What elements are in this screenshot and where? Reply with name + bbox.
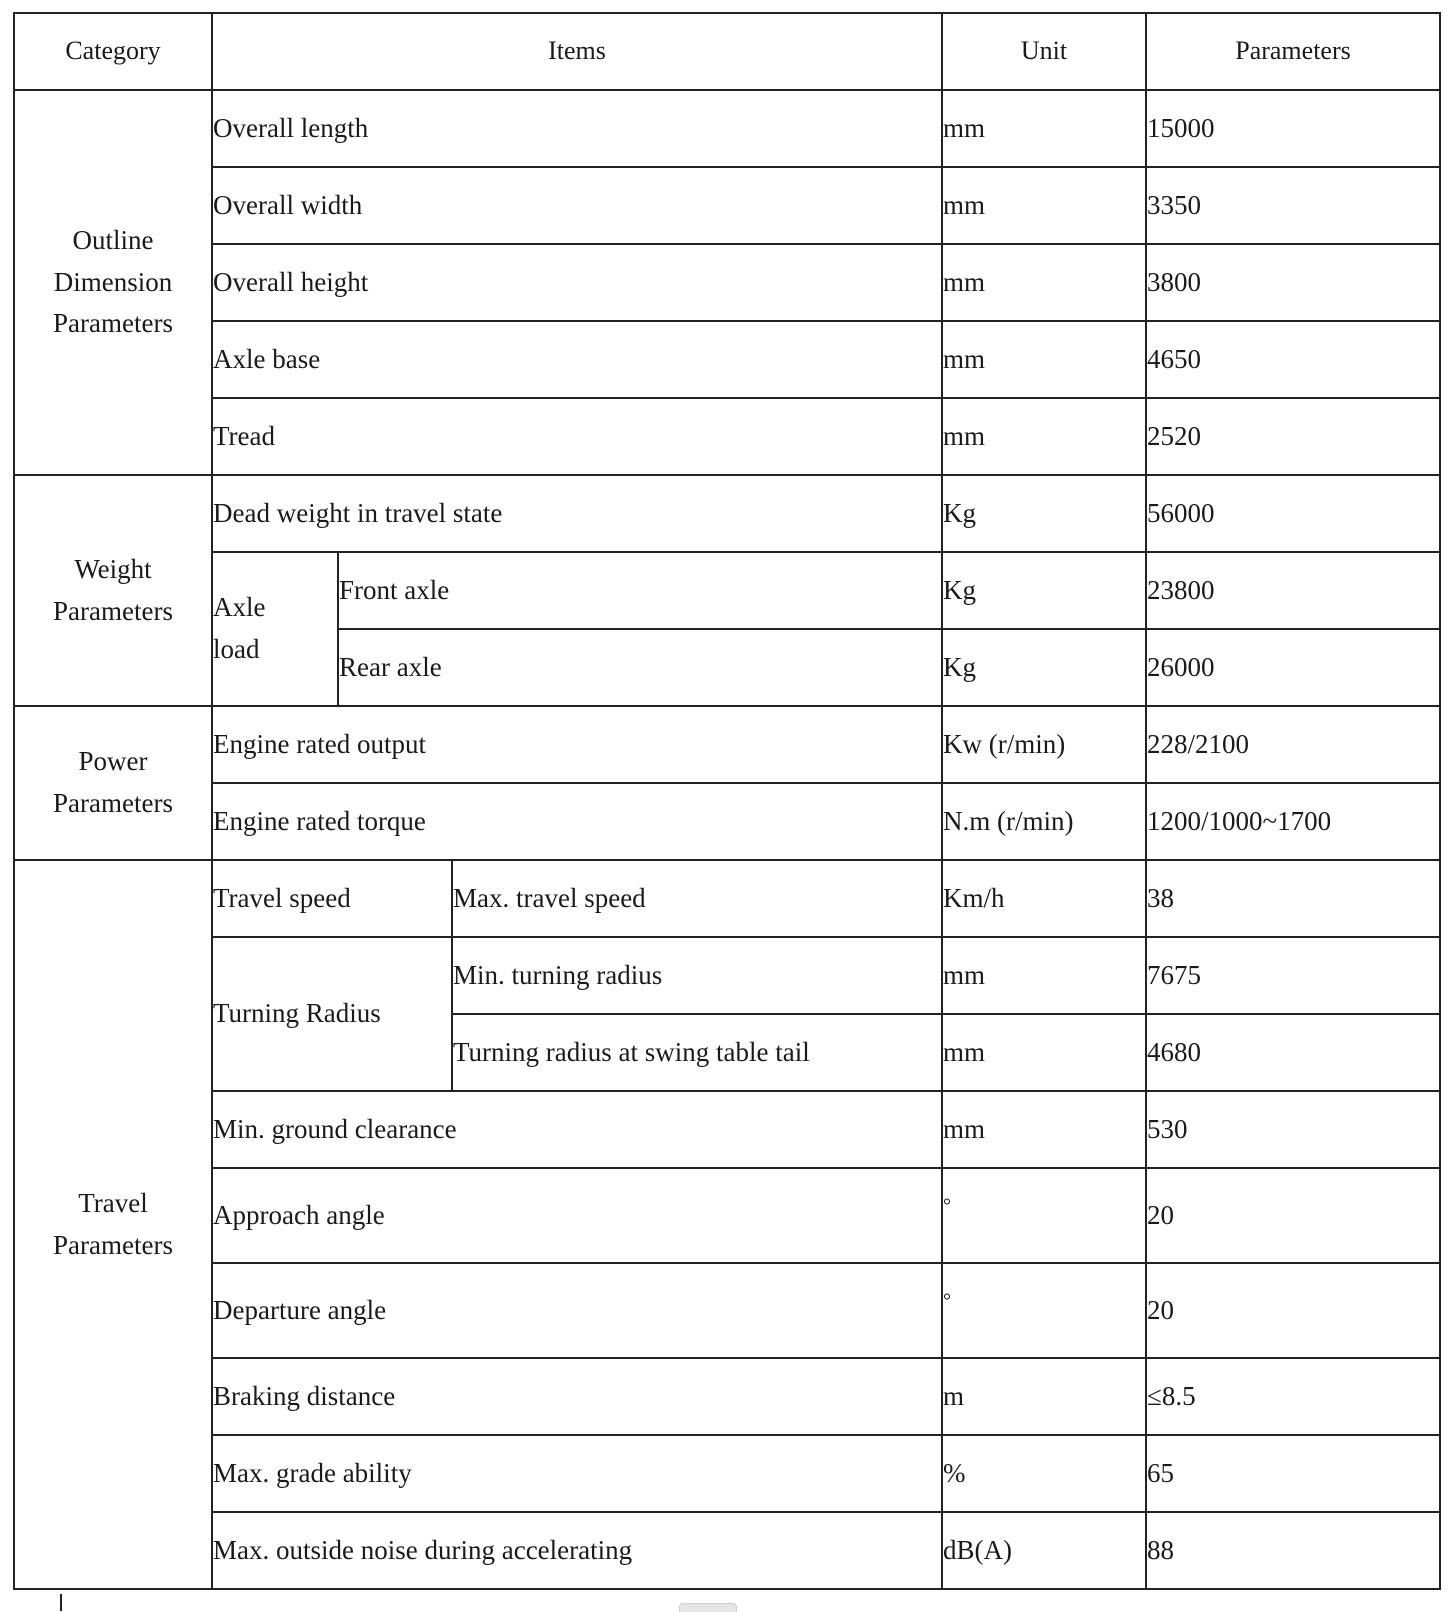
- item-label: Departure angle: [212, 1263, 942, 1358]
- table-row: [14, 167, 1440, 244]
- unit-value: Kg: [942, 475, 1146, 552]
- unit-value: mm: [942, 321, 1146, 398]
- header-items: Items: [212, 13, 942, 90]
- parameter-value: 65: [1146, 1435, 1440, 1512]
- item-label: Dead weight in travel state: [212, 475, 942, 552]
- item-label: Overall height: [212, 244, 942, 321]
- table-row: [14, 398, 1440, 475]
- parameter-value: 228/2100: [1146, 706, 1440, 783]
- parameter-value: 23800: [1146, 552, 1440, 629]
- table-row: [14, 1263, 1440, 1358]
- header-unit: Unit: [942, 13, 1146, 90]
- parameter-value: 3350: [1146, 167, 1440, 244]
- item-label: Front axle: [338, 552, 942, 629]
- parameter-value: 4650: [1146, 321, 1440, 398]
- parameter-value: 88: [1146, 1512, 1440, 1589]
- table-row: [14, 1091, 1440, 1168]
- unit-value: m: [942, 1358, 1146, 1435]
- table-row: [14, 937, 1440, 1014]
- table-row: [14, 1168, 1440, 1263]
- unit-value: °: [942, 1168, 1146, 1263]
- table-row: [14, 475, 1440, 552]
- header-parameters: Parameters: [1146, 13, 1440, 90]
- parameter-value: 7675: [1146, 937, 1440, 1014]
- unit-value: mm: [942, 398, 1146, 475]
- table-row: [14, 706, 1440, 783]
- group-travel-speed: Travel speed: [212, 860, 452, 937]
- unit-value: Kg: [942, 552, 1146, 629]
- unit-value: mm: [942, 90, 1146, 167]
- table-row: [14, 860, 1440, 937]
- item-label: Approach angle: [212, 1168, 942, 1263]
- table-row: [14, 244, 1440, 321]
- unit-value: mm: [942, 167, 1146, 244]
- item-label: Max. travel speed: [452, 860, 942, 937]
- item-label: Axle base: [212, 321, 942, 398]
- category-power: Power Parameters: [14, 706, 212, 860]
- text-cursor-mark: [60, 1594, 62, 1611]
- parameter-value: 20: [1146, 1168, 1440, 1263]
- table-header-row: [14, 13, 1440, 90]
- item-label: Braking distance: [212, 1358, 942, 1435]
- parameter-value: 26000: [1146, 629, 1440, 706]
- unit-value: Kg: [942, 629, 1146, 706]
- item-label: Rear axle: [338, 629, 942, 706]
- parameter-value: 3800: [1146, 244, 1440, 321]
- unit-value: °: [942, 1263, 1146, 1358]
- item-label: Min. turning radius: [452, 937, 942, 1014]
- item-label: Engine rated output: [212, 706, 942, 783]
- table-row: [14, 783, 1440, 860]
- table-row: [14, 90, 1440, 167]
- table-row: [14, 552, 1440, 629]
- unit-value: mm: [942, 1014, 1146, 1091]
- parameter-value: 38: [1146, 860, 1440, 937]
- parameter-value: 2520: [1146, 398, 1440, 475]
- group-axle-load: Axle load: [212, 552, 338, 706]
- item-label: Min. ground clearance: [212, 1091, 942, 1168]
- specification-table: [13, 12, 1441, 1590]
- unit-value: mm: [942, 244, 1146, 321]
- item-label: Turning radius at swing table tail: [452, 1014, 942, 1091]
- table-row: [14, 1358, 1440, 1435]
- item-label: Overall length: [212, 90, 942, 167]
- table-row: [14, 1435, 1440, 1512]
- parameter-value: ≤8.5: [1146, 1358, 1440, 1435]
- header-category: Category: [14, 13, 212, 90]
- item-label: Max. outside noise during accelerating: [212, 1512, 942, 1589]
- table-row: [14, 1512, 1440, 1589]
- unit-value: %: [942, 1435, 1146, 1512]
- unit-value: mm: [942, 1091, 1146, 1168]
- item-label: Engine rated torque: [212, 783, 942, 860]
- item-label: Overall width: [212, 167, 942, 244]
- parameter-value: 4680: [1146, 1014, 1440, 1091]
- item-label: Tread: [212, 398, 942, 475]
- parameter-value: 1200/1000~1700: [1146, 783, 1440, 860]
- unit-value: Kw (r/min): [942, 706, 1146, 783]
- parameter-value: 20: [1146, 1263, 1440, 1358]
- group-turning-radius: Turning Radius: [212, 937, 452, 1091]
- table-row: [14, 321, 1440, 398]
- category-weight: Weight Parameters: [14, 475, 212, 706]
- parameter-value: 530: [1146, 1091, 1440, 1168]
- unit-value: dB(A): [942, 1512, 1146, 1589]
- unit-value: mm: [942, 937, 1146, 1014]
- category-outline-dimension: Outline Dimension Parameters: [14, 90, 212, 475]
- unit-value: N.m (r/min): [942, 783, 1146, 860]
- parameter-value: 15000: [1146, 90, 1440, 167]
- parameter-value: 56000: [1146, 475, 1440, 552]
- item-label: Max. grade ability: [212, 1435, 942, 1512]
- unit-value: Km/h: [942, 860, 1146, 937]
- category-travel: Travel Parameters: [14, 860, 212, 1589]
